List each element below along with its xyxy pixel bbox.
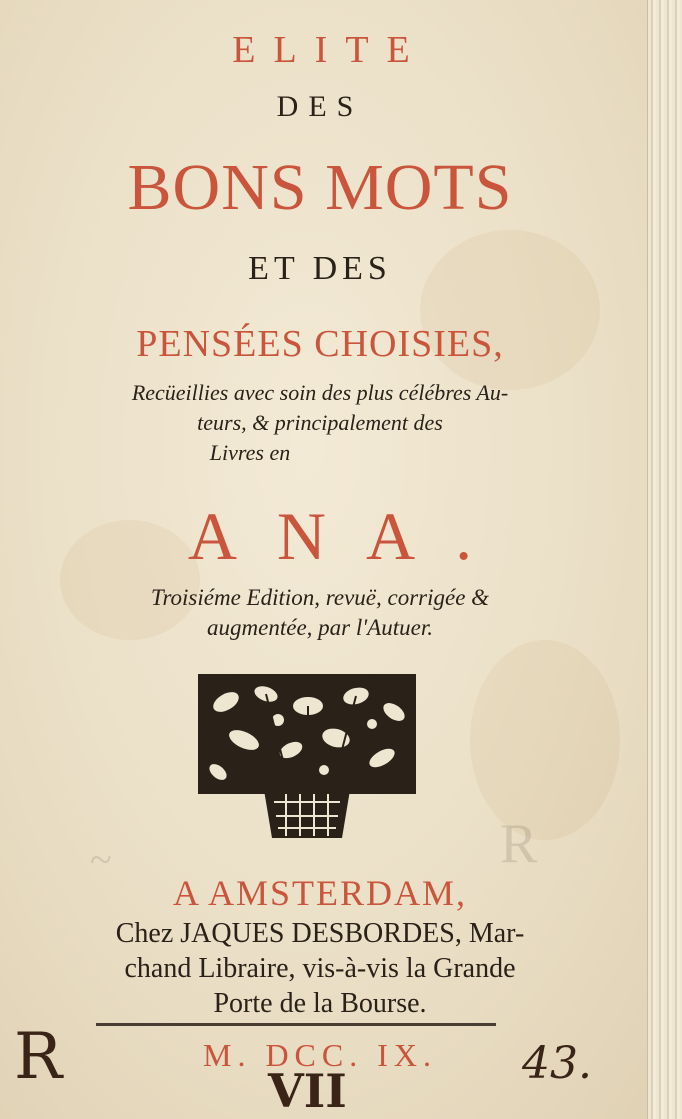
handwritten-shelfmark-left: R: [14, 1020, 63, 1094]
bleed-through-glyph: ~: [90, 837, 112, 882]
subtitle-line-3: Livres en: [209, 440, 291, 465]
edition-line-1: Troisiéme Edition, revuë, corrigée &: [150, 585, 490, 610]
imprint-line-1: Chez JAQUES DESBORDES, Mar-: [115, 918, 525, 949]
imprint-year: M. DCC. IX.: [202, 1037, 437, 1073]
subtitle-line-1: Recüeillies avec soin des plus célébres Au-: [131, 380, 509, 405]
bleed-through-glyph: R: [500, 813, 538, 875]
page-edges: [647, 0, 682, 1119]
subtitle-line-2: teurs, & principalement des: [197, 410, 443, 435]
handwritten-shelfmark-right: 43.: [522, 1038, 592, 1089]
edition-line-2: augmentée, par l'Autuer.: [207, 615, 433, 640]
title-line-pensees: PENSÉES CHOISIES,: [136, 323, 504, 365]
title-line-des: DES: [276, 90, 364, 123]
imprint-line-3: Porte de la Bourse.: [213, 988, 427, 1019]
handwritten-shelfmark-bottom: VII: [268, 1064, 347, 1118]
paper-stain: [470, 640, 620, 840]
title-line-elite: ELITE: [232, 29, 428, 71]
title-line-bons-mots: BONS MOTS: [127, 151, 513, 224]
title-line-et-des: ET DES: [248, 250, 392, 287]
horizontal-rule: [96, 1023, 496, 1026]
flower-basket-woodcut-icon: [196, 672, 418, 840]
imprint-line-2: chand Libraire, vis-à-vis la Grande: [124, 953, 516, 984]
title-line-ana: ANA.: [187, 498, 513, 574]
imprint-city: A AMSTERDAM,: [172, 873, 468, 913]
